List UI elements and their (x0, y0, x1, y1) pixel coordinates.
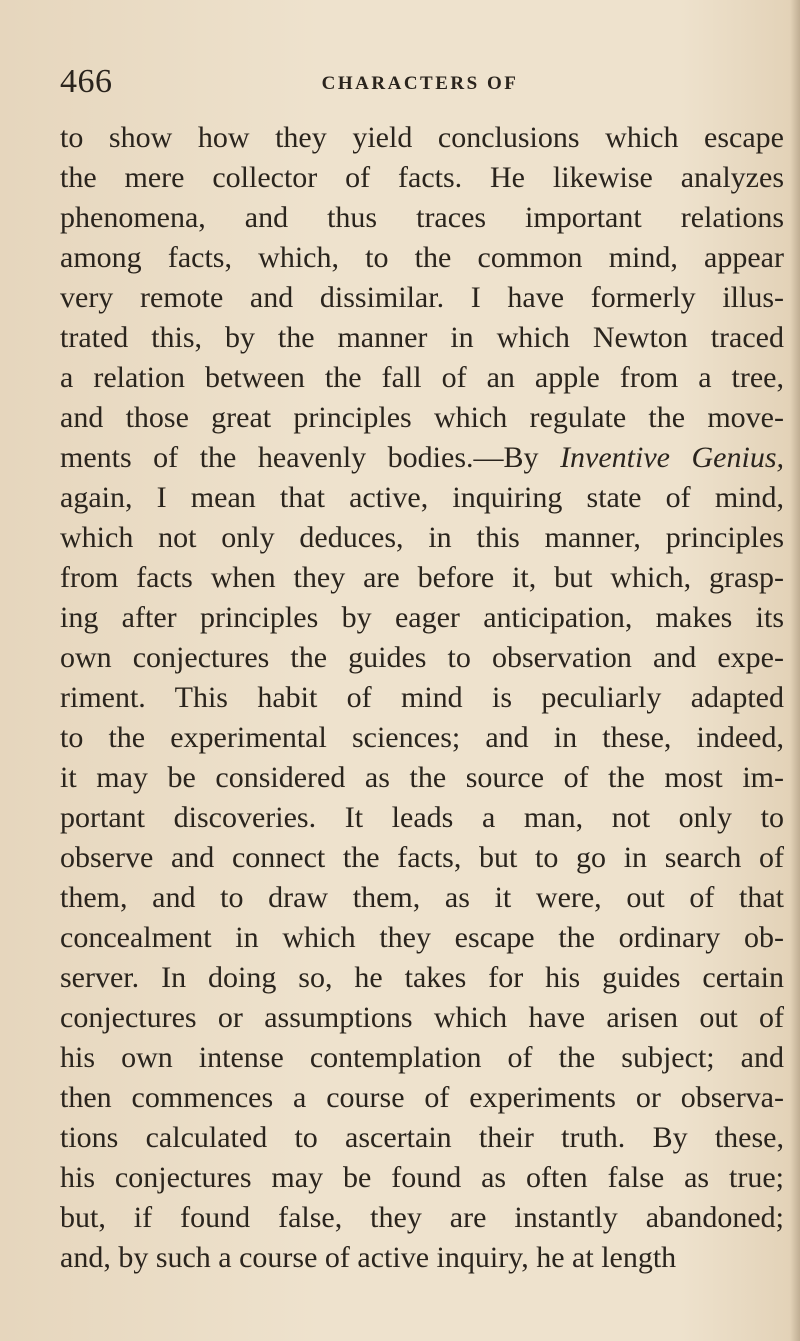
text-line-with-italic (60, 438, 784, 478)
text-line: to the experimental sciences; and in these, indeed, (60, 721, 784, 754)
text-line: trated this, by the manner in which Newton traced (60, 321, 784, 354)
body-text (60, 118, 784, 1278)
page-header (60, 62, 740, 102)
text-line: the mere collector of facts. He likewise analyzes (60, 161, 784, 194)
text-line: very remote and dissimilar. I have formerly illus- (60, 281, 784, 314)
text-line: riment. This habit of mind is peculiarly adapted (60, 681, 784, 714)
text-line: his conjectures may be found as often false as true; (60, 1161, 784, 1194)
text-line: them, and to draw them, as it were, out of that (60, 881, 784, 914)
text-line: phenomena, and thus traces important relations (60, 201, 784, 234)
text-line: it may be considered as the source of the most im- (60, 761, 784, 794)
text-line: but, if found false, they are instantly abandoned; (60, 1201, 784, 1234)
page-edge-shadow (790, 0, 800, 1341)
text-line: observe and connect the facts, but to go in search of (60, 841, 784, 874)
text-line: server. In doing so, he takes for his guides certain (60, 961, 784, 994)
text-line: and, by such a course of active inquiry, he at length (60, 1241, 677, 1274)
text-line: concealment in which they escape the ordinary ob- (60, 921, 784, 954)
text-line: own conjectures the guides to observation and expe- (60, 641, 784, 674)
text-line: among facts, which, to the common mind, appear (60, 241, 784, 274)
text-line-segment: ments of the heavenly bodies.—By (60, 441, 539, 474)
text-line: his own intense contemplation of the subject; and (60, 1041, 784, 1074)
text-line: from facts when they are before it, but which, grasp- (60, 561, 784, 594)
running-head: CHARACTERS OF (321, 73, 519, 94)
text-line: which not only deduces, in this manner, principles (60, 521, 784, 554)
text-line: ing after principles by eager anticipation, makes its (60, 601, 784, 634)
text-line: to show how they yield conclusions which escape (60, 121, 784, 154)
text-line: portant discoveries. It leads a man, not only to (60, 801, 784, 834)
text-line: and those great principles which regulate the move- (60, 401, 784, 434)
text-line: then commences a course of experiments or observa- (60, 1081, 784, 1114)
text-line: tions calculated to ascertain their truth. By these, (60, 1121, 784, 1154)
text-line: conjectures or assumptions which have arisen out of (60, 1001, 784, 1034)
text-line: a relation between the fall of an apple from a tree, (60, 361, 784, 394)
text-line: again, I mean that active, inquiring state of mind, (60, 481, 784, 514)
italic-phrase: Inventive Genius, (560, 441, 785, 474)
page-number: 466 (60, 63, 113, 100)
